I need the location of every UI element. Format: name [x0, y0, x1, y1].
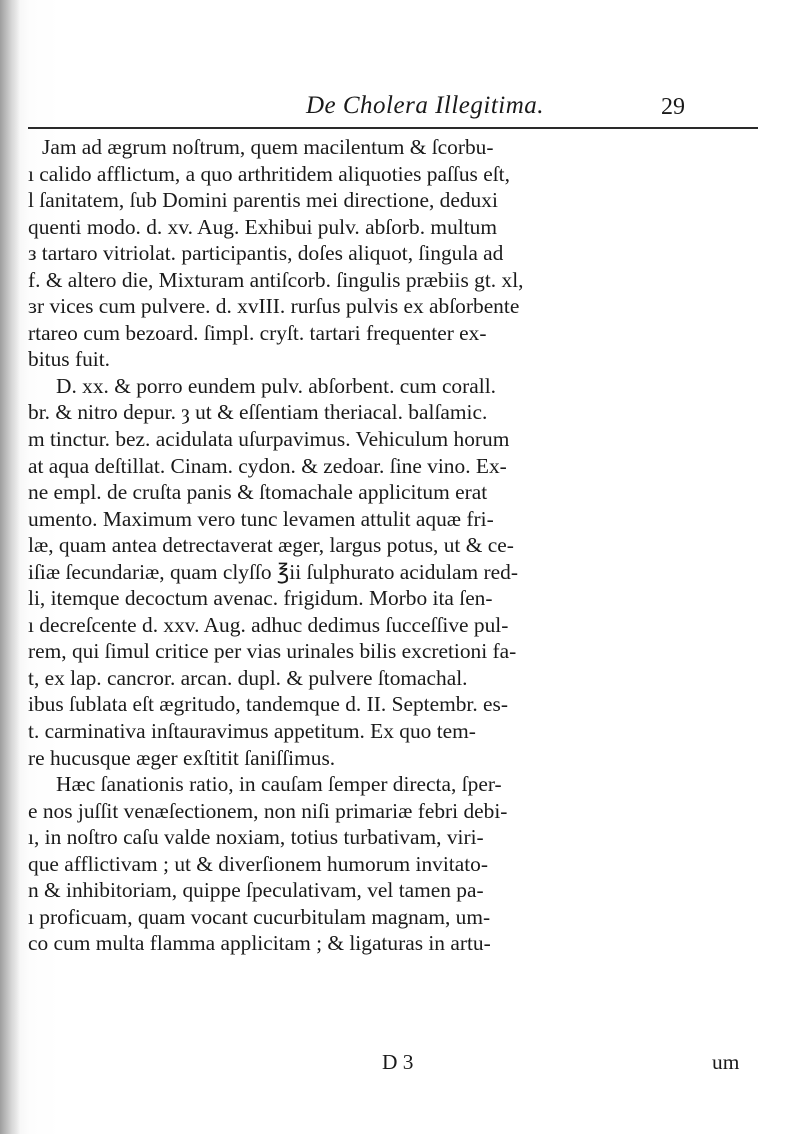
text-line: ibus ſublata eſt ægritudo, tandemque d. II. Septembr. es-	[28, 692, 509, 717]
text-line: læ, quam antea detrectaverat æger, largus potus, ut & ce-	[28, 533, 514, 558]
text-line: D. xx. & porro eundem pulv. abſorbent. cum corall.	[56, 373, 496, 398]
text-line: umento. Maximum vero tunc levamen attulit aquæ fri-	[28, 506, 494, 531]
text-line: iſiæ ſecundariæ, quam clyſſo ℥ii ſulphurato acidulam red-	[28, 559, 518, 584]
text-line: ᴈ tartaro vitriolat. participantis, doſes aliquot, ſingula ad	[28, 241, 504, 266]
text-line: co cum multa flamma applicitam ; & ligaturas in artu-	[28, 931, 491, 956]
text-line: ı decreſcente d. xxv. Aug. adhuc dedimus ſucceſſive pul-	[28, 612, 509, 637]
signature-mark: D 3	[382, 1050, 414, 1074]
text-line: Jam ad ægrum noſtrum, quem macilentum & ſcorbu-	[42, 135, 494, 159]
text-line: n & inhibitoriam, quippe ſpeculativam, vel tamen pa-	[28, 878, 484, 903]
text-line: li, itemque decoctum avenac. frigidum. Morbo ita ſen-	[28, 586, 493, 611]
text-line: que afflictivam ; ut & diverſionem humorum invitato-	[28, 851, 489, 876]
page-header	[195, 92, 685, 126]
text-line: e nos juſſit venæſectionem, non niſi primariæ febri debi-	[28, 798, 508, 823]
text-line: t. carminativa inſtauravimus appetitum. Ex quo tem-	[28, 719, 476, 744]
text-line: f. & altero die, Mixturam antiſcorb. ſingulis præbiis gt. xl,	[28, 267, 524, 292]
text-line: l ſanitatem, ſub Domini parentis mei directione, deduxi	[28, 188, 498, 213]
text-line: m tinctur. bez. acidulata uſurpavimus. Vehiculum horum	[28, 427, 510, 452]
text-line: ı, in noſtro caſu valde noxiam, totius turbativam, viri-	[28, 825, 484, 850]
text-line: rtareo cum bezoard. ſimpl. cryſt. tartari frequenter ex-	[28, 320, 487, 345]
text-line: ı proficuam, quam vocant cucurbitulam magnam, um-	[28, 904, 491, 929]
text-line: Hæc ſanationis ratio, in cauſam ſemper directa, ſper-	[56, 772, 502, 797]
text-line: re hucusque æger exſtitit ſaniſſimus.	[28, 745, 336, 770]
header-rule	[28, 127, 758, 129]
text-line: at aqua deſtillat. Cinam. cydon. & zedoar. ſine vino. Ex-	[28, 453, 507, 478]
text-line: t, ex lap. cancror. arcan. dupl. & pulvere ſtomachal.	[28, 665, 468, 690]
page-gutter-shadow	[0, 0, 20, 1134]
body-text	[28, 134, 770, 957]
text-line: br. & nitro depur. ȝ ut & eſſentiam theriacal. balſamic.	[28, 400, 488, 425]
text-line: quenti modo. d. xv. Aug. Exhibui pulv. abſorb. multum	[28, 214, 497, 239]
running-title: De Cholera Illegitima.	[305, 92, 545, 119]
text-line: ɜr vices cum pulvere. d. xvIII. rurſus pulvis ex abſorbente	[28, 294, 520, 319]
text-line: ı calido afflictum, a quo arthritidem aliquoties paſſus eſt,	[28, 161, 510, 186]
text-line: rem, qui ſimul critice per vias urinales bilis excretioni fa-	[28, 639, 517, 664]
page-number: 29	[661, 94, 685, 120]
page-footer	[0, 1050, 800, 1080]
catchword: um	[712, 1050, 740, 1074]
text-line: bitus fuit.	[28, 347, 111, 372]
text-line: ne empl. de cruſta panis & ſtomachale applicitum erat	[28, 480, 488, 505]
